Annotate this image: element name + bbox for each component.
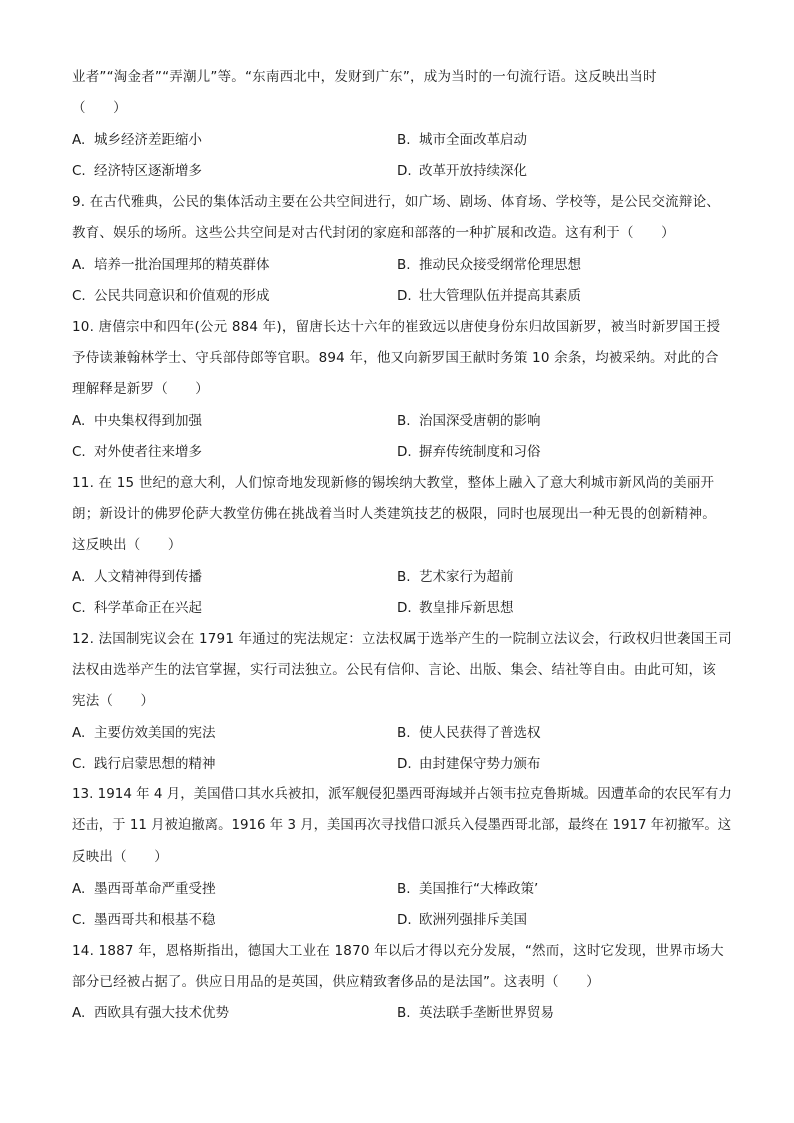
q12-line-2: 法权由选举产生的法官掌握，实行司法独立。公民有信仰、言论、出版、集会、结社等自由。由此可知，该 [72, 662, 716, 678]
q9-option-b-text: 推动民众接受纲常伦理思想 [419, 257, 581, 273]
q9-option-a-key: A. [72, 257, 86, 273]
q9-option-c[interactable] [72, 286, 270, 306]
q10-option-b[interactable] [397, 411, 541, 431]
q13-option-d[interactable] [397, 910, 527, 930]
q12-option-d[interactable] [397, 754, 541, 774]
q11-option-b[interactable] [397, 567, 514, 587]
q10-option-d-text: 摒弃传统制度和习俗 [419, 444, 541, 460]
q10-option-b-key: B. [397, 413, 411, 429]
q13-option-c-text: 墨西哥共和根基不稳 [94, 912, 216, 928]
q14-option-a-key: A. [72, 1005, 86, 1021]
q12-option-a[interactable] [72, 723, 216, 743]
q8-line-1: 业者”“淘金者”“弄潮儿”等。“东南西北中，发财到广东”，成为当时的一句流行语。这反映出当时 [72, 69, 657, 85]
q12-option-c[interactable] [72, 754, 216, 774]
q8-option-d-text: 改革开放持续深化 [419, 163, 527, 179]
q13-option-b-text: 美国推行“大棒政策’ [419, 881, 539, 897]
q11-line-3: 这反映出（ ） [72, 537, 182, 553]
q10-option-d-key: D. [397, 444, 412, 460]
q9-line-2: 教育、娱乐的场所。这些公共空间是对古代封闭的家庭和部落的一种扩展和改造。这有利于（ ） [72, 225, 675, 241]
q8-option-d[interactable] [397, 161, 527, 181]
q8-option-a-key: A. [72, 132, 86, 148]
q9-option-d[interactable] [397, 286, 581, 306]
q13-option-b[interactable] [397, 879, 538, 899]
q14-option-b-key: B. [397, 1005, 411, 1021]
q11-line-2: 朗；新设计的佛罗伦萨大教堂仿佛在挑战着当时人类建筑技艺的极限，同时也展现出一种无畏的创新精神。 [72, 506, 716, 522]
q11-option-a[interactable] [72, 567, 202, 587]
q8-line-2: （ ） [72, 100, 127, 116]
q10-option-c[interactable] [72, 442, 202, 462]
q8-option-c[interactable] [72, 161, 202, 181]
q13-line-3: 反映出（ ） [72, 849, 168, 865]
q9-option-c-key: C. [72, 288, 86, 304]
q8-option-a-text: 城乡经济差距缩小 [94, 132, 202, 148]
q12-option-b-text: 使人民获得了普选权 [419, 725, 541, 741]
q12-option-c-key: C. [72, 756, 86, 772]
q12-line-1: 12. 法国制宪议会在 1791 年通过的宪法规定：立法权属于选举产生的一院制立法议会，行政权归世袭国王司 [72, 631, 732, 647]
q12-option-a-key: A. [72, 725, 86, 741]
q9-option-a-text: 培养一批治国理邦的精英群体 [94, 257, 270, 273]
q12-option-d-text: 由封建保守势力颁布 [419, 756, 541, 772]
q11-option-b-text: 艺术家行为超前 [419, 569, 514, 585]
q14-option-a[interactable] [72, 1003, 229, 1023]
q10-option-d[interactable] [397, 442, 541, 462]
q13-option-a-text: 墨西哥革命严重受挫 [94, 881, 216, 897]
q9-option-a[interactable] [72, 255, 270, 275]
q10-option-a-text: 中央集权得到加强 [94, 413, 202, 429]
q12-option-b[interactable] [397, 723, 541, 743]
q13-option-d-text: 欧洲列强排斥美国 [419, 912, 527, 928]
q10-line-1: 10. 唐僖宗中和四年(公元 884 年)，留唐长达十六年的崔致远以唐使身份东归故国新罗，被当时新罗国王授 [72, 319, 721, 335]
q8-option-d-key: D. [397, 163, 412, 179]
q8-option-c-text: 经济特区逐渐增多 [94, 163, 202, 179]
q14-option-b[interactable] [397, 1003, 554, 1023]
q9-option-c-text: 公民共同意识和价值观的形成 [94, 288, 270, 304]
q11-option-a-key: A. [72, 569, 86, 585]
q10-option-a-key: A. [72, 413, 86, 429]
q11-option-c-key: C. [72, 600, 86, 616]
q11-option-c[interactable] [72, 598, 202, 618]
q13-option-c-key: C. [72, 912, 86, 928]
q8-option-b-text: 城市全面改革启动 [419, 132, 527, 148]
q8-option-a[interactable] [72, 130, 202, 150]
q10-option-b-text: 治国深受唐朝的影响 [419, 413, 541, 429]
q11-option-c-text: 科学革命正在兴起 [94, 600, 202, 616]
q10-option-c-text: 对外使者往来增多 [94, 444, 202, 460]
q8-option-b-key: B. [397, 132, 411, 148]
q11-option-d-text: 教皇排斥新思想 [419, 600, 514, 616]
q9-option-d-key: D. [397, 288, 412, 304]
q13-option-a-key: A. [72, 881, 86, 897]
q12-option-b-key: B. [397, 725, 411, 741]
q12-option-d-key: D. [397, 756, 412, 772]
q12-option-c-text: 践行启蒙思想的精神 [94, 756, 216, 772]
q10-option-c-key: C. [72, 444, 86, 460]
q12-line-3: 宪法（ ） [72, 693, 155, 709]
q14-line-2: 部分已经被占据了。供应日用品的是英国，供应精致奢侈品的是法国”。这表明（ ） [72, 974, 600, 990]
q9-option-d-text: 壮大管理队伍并提高其素质 [419, 288, 581, 304]
q11-option-b-key: B. [397, 569, 411, 585]
q11-option-a-text: 人文精神得到传播 [94, 569, 202, 585]
q10-line-3: 理解释是新罗（ ） [72, 381, 209, 397]
q12-option-a-text: 主要仿效美国的宪法 [94, 725, 216, 741]
q13-line-1: 13. 1914 年 4 月，美国借口其水兵被扣，派军舰侵犯墨西哥海域并占领韦拉克鲁斯城。因遭革命的农民军有力 [72, 787, 732, 802]
q13-option-d-key: D. [397, 912, 412, 928]
q13-line-2: 还击，于 11 月被迫撤离。1916 年 3 月，美国再次寻找借口派兵入侵墨西哥北部，最终在 1917 年初撤军。这 [72, 818, 732, 833]
q9-option-b-key: B. [397, 257, 411, 273]
q13-option-c[interactable] [72, 910, 216, 930]
q11-option-d[interactable] [397, 598, 514, 618]
q9-option-b[interactable] [397, 255, 581, 275]
q13-option-a[interactable] [72, 879, 216, 899]
q11-option-d-key: D. [397, 600, 412, 616]
q11-line-1: 11. 在 15 世纪的意大利，人们惊奇地发现新修的锡埃纳大教堂，整体上融入了意大利城市新风尚的美丽开 [72, 475, 715, 491]
q14-line-1: 14. 1887 年，恩格斯指出，德国大工业在 1870 年以后才得以充分发展，“然而，这时它发现，世界市场大 [72, 943, 724, 959]
q14-option-a-text: 西欧具有强大技术优势 [94, 1005, 229, 1021]
q10-line-2: 予侍读兼翰林学士、守兵部侍郎等官职。894 年，他又向新罗国王献时务策 10 余条，均被采纳。对此的合 [72, 350, 719, 366]
q8-option-c-key: C. [72, 163, 86, 179]
q9-line-1: 9. 在古代雅典，公民的集体活动主要在公共空间进行，如广场、剧场、体育场、学校等，是公民交流辩论、 [72, 194, 720, 210]
q13-option-b-key: B. [397, 881, 411, 897]
q14-option-b-text: 英法联手垄断世界贸易 [419, 1005, 554, 1021]
q10-option-a[interactable] [72, 411, 202, 431]
q8-option-b[interactable] [397, 130, 527, 150]
